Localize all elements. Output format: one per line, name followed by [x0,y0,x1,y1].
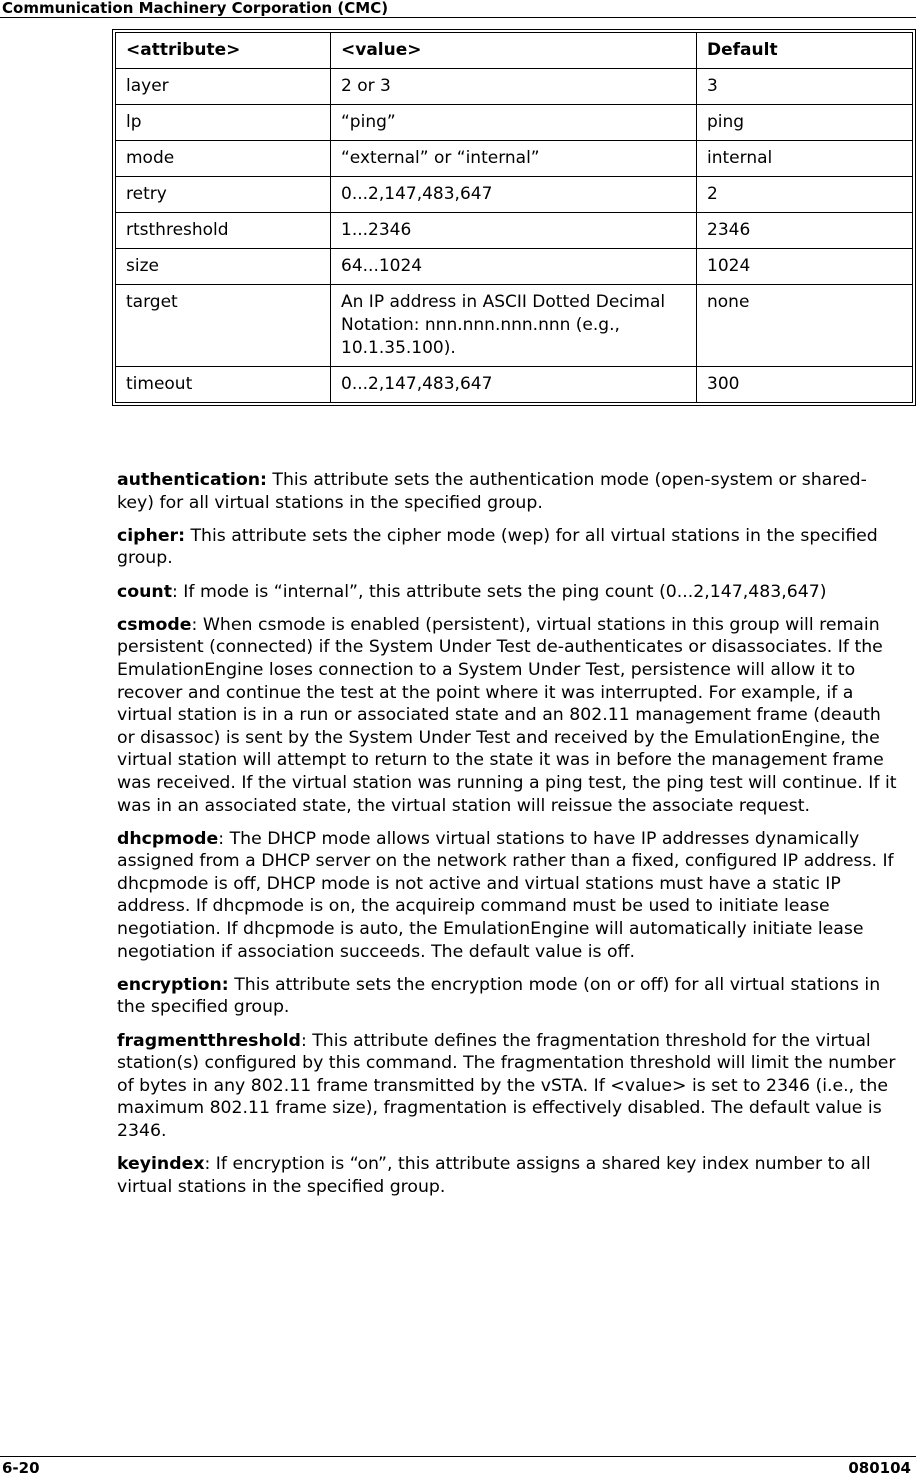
table-cell: 2 [697,177,913,213]
page-header-title: Communication Machinery Corporation (CMC) [2,0,389,17]
table-cell: 64...1024 [331,249,697,285]
table-cell: 0...2,147,483,647 [331,177,697,213]
table-cell: 0...2,147,483,647 [331,367,697,403]
table-cell: size [116,249,331,285]
table-cell: ping [697,105,913,141]
table-cell: An IP address in ASCII Dotted Decimal Notation: nnn.nnn.nnn.nnn (e.g., 10.1.35.100). [331,285,697,367]
paragraph-cipher [117,525,902,570]
table-row [116,249,913,285]
table-cell: none [697,285,913,367]
term-count: count [117,581,172,602]
table-cell: target [116,285,331,367]
term-authentication: authentication: [117,470,267,490]
header-cell-default: Default [697,33,913,69]
table-cell: 2346 [697,213,913,249]
paragraph-authentication [117,469,902,514]
description-text: This attribute sets the encryption mode (on or off) for all virtual stations in the specified group. [117,974,881,1018]
attribute-table-frame [112,29,916,406]
term-encryption: encryption: [117,974,229,995]
table-row [116,285,913,367]
table-row [116,141,913,177]
table-cell: 3 [697,69,913,105]
table-cell: timeout [116,367,331,403]
term-csmode: csmode [117,614,192,635]
table-row [116,177,913,213]
table-row [116,213,913,249]
table-cell: layer [116,69,331,105]
table-cell: retry [116,177,331,213]
table-cell: 1024 [697,249,913,285]
table-cell: “ping” [331,105,697,141]
description-text: This attribute sets the cipher mode (wep) for all virtual stations in the specified group. [117,525,878,569]
table-row [116,105,913,141]
header-cell-attribute: <attribute> [116,33,331,69]
description-text: : The DHCP mode allows virtual stations to have IP addresses dynamically assigned from a DHCP server on the network rather than a fixed, configured IP address. If dhcpmode is off, DHCP mode is not active and virtual stations must have a static IP address. If dhcpmode is on, the acquireip command must be used to initiate lease negotiation. If dhcpmode is auto, the EmulationEngine will automatically initiate lease negotiation if association succeeds. The default value is off. [117,828,894,962]
table-header-row [116,33,913,69]
header-cell-value: <value> [331,33,697,69]
term-cipher: cipher: [117,525,185,546]
table-row [116,69,913,105]
table-cell: 1...2346 [331,213,697,249]
table-cell: mode [116,141,331,177]
page-number: 6-20 [2,1459,40,1477]
table-row [116,367,913,403]
table-cell: 2 or 3 [331,69,697,105]
table-cell: 300 [697,367,913,403]
table-cell: “external” or “internal” [331,141,697,177]
description-text: : If mode is “internal”, this attribute sets the ping count (0...2,147,483,647) [171,581,827,602]
paragraph-fragmentthreshold [117,1030,902,1143]
document-id: 080104 [848,1459,911,1477]
paragraph-encryption [117,974,902,1019]
paragraph-csmode [117,614,902,817]
description-text: This attribute sets the authentication mode (open-system or shared-key) for all virtual stations in the specified group. [117,470,867,513]
term-keyindex: keyindex [117,1154,205,1175]
table-cell: internal [697,141,913,177]
paragraph-count [117,581,902,604]
description-text: : When csmode is enabled (persistent), virtual stations in this group will remain persistent (connected) if the System Under Test de-authenticates or disassociates. If the EmulationEngine loses connection to a System Under Test, persistence will allow it to recover and continue the test at the point where it was interrupted. For example, if a virtual station is in a run or associated state and an 802.11 management frame (deauth or disassoc) is sent by the System Under Test and received by the EmulationEngine, the virtual station will attempt to return to the state it was in before the management frame was received. If the virtual station was running a ping test, the ping test will continue. If it was in an associated state, the virtual station will reissue the associate request. [117,614,897,816]
term-dhcpmode: dhcpmode [117,828,219,849]
footer-divider [0,1456,916,1457]
description-text: : This attribute defines the fragmentation threshold for the virtual station(s) configured by this command. The fragmentation threshold will limit the number of bytes in any 802.11 frame transmitted by the vSTA. If <value> is set to 2346 (i.e., the maximum 802.11 frame size), fragmentation is effectively disabled. The default value is 2346. [117,1030,896,1141]
header-divider [0,17,916,18]
term-fragmentthreshold: fragmentthreshold [117,1030,301,1051]
paragraph-keyindex [117,1153,902,1198]
description-text: : If encryption is “on”, this attribute assigns a shared key index number to all virtual stations in the specified group. [117,1154,871,1197]
attribute-descriptions [117,469,902,1209]
attribute-table [115,32,913,403]
paragraph-dhcpmode [117,828,902,964]
table-cell: rtsthreshold [116,213,331,249]
table-cell: lp [116,105,331,141]
